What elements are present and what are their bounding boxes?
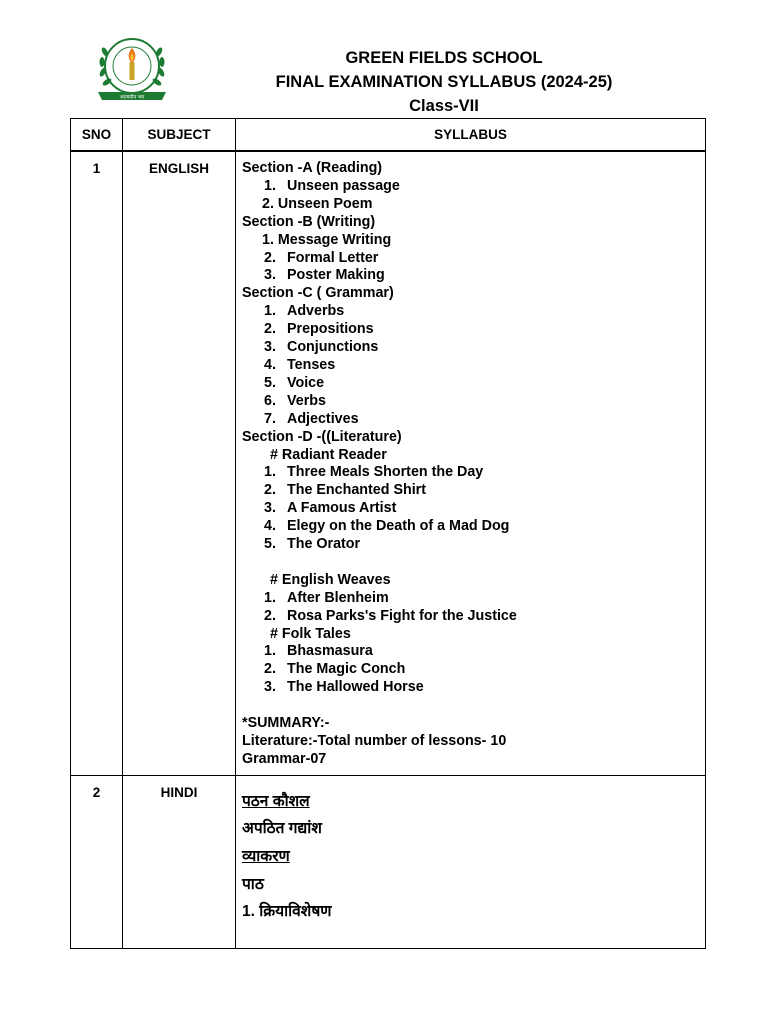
class-label: Class-VII bbox=[409, 97, 479, 115]
subject-cell: HINDI bbox=[123, 775, 236, 948]
column-header-sno: SNO bbox=[71, 119, 123, 152]
table-row bbox=[71, 151, 706, 775]
list-item-number: 1. bbox=[264, 177, 276, 194]
list-item bbox=[242, 661, 705, 679]
list-item-number: 2. bbox=[264, 607, 276, 624]
school-name: GREEN FIELDS SCHOOL bbox=[345, 49, 543, 67]
syllabus-cell bbox=[236, 775, 706, 948]
list-item-text: The Magic Conch bbox=[287, 661, 406, 678]
list-item-number: 2. bbox=[264, 321, 276, 338]
list-item bbox=[242, 357, 705, 375]
column-header-syllabus: SYLLABUS bbox=[236, 119, 706, 152]
svg-text:आत्मदीप भव: आत्मदीप भव bbox=[119, 94, 145, 101]
list-item: 1. क्रियाविशेषण bbox=[242, 903, 332, 921]
list-item bbox=[242, 536, 705, 554]
section-heading: Literature:-Total number of lessons- 10 bbox=[242, 732, 507, 749]
section-heading: Grammar-07 bbox=[242, 750, 327, 767]
list-item bbox=[242, 393, 705, 411]
list-item-number: 4. bbox=[264, 518, 276, 535]
list-item-text: Conjunctions bbox=[287, 339, 379, 356]
list-item-text: The Orator bbox=[287, 536, 361, 553]
table-row bbox=[71, 775, 706, 948]
list-item bbox=[242, 411, 705, 429]
list-item-text: Unseen passage bbox=[287, 177, 400, 194]
list-item-number: 1. bbox=[264, 643, 276, 660]
list-item-number: 3. bbox=[264, 500, 276, 517]
list-item bbox=[242, 178, 705, 196]
list-item-text: Adverbs bbox=[287, 303, 345, 320]
list-item-text: Adjectives bbox=[287, 410, 359, 427]
list-item bbox=[242, 518, 705, 536]
list-item-number: 3. bbox=[264, 679, 276, 696]
sno-cell: 1 bbox=[71, 151, 123, 775]
list-item-text: Voice bbox=[287, 374, 325, 391]
list-item bbox=[242, 464, 705, 482]
list-item-number: 3. bbox=[264, 339, 276, 356]
blank-line bbox=[242, 554, 705, 572]
list-item bbox=[242, 679, 705, 697]
book-heading: # English Weaves bbox=[270, 571, 391, 588]
page-header bbox=[0, 46, 768, 118]
list-item-text: Tenses bbox=[287, 356, 336, 373]
list-item-number: 6. bbox=[264, 392, 276, 409]
list-item bbox=[242, 339, 705, 357]
list-item-text: Verbs bbox=[287, 392, 326, 409]
list-item: 2. Unseen Poem bbox=[262, 195, 373, 212]
section-heading: पठन कौशल bbox=[242, 792, 310, 810]
list-item bbox=[242, 482, 705, 500]
list-item-number: 3. bbox=[264, 267, 276, 284]
section-heading: Section -C ( Grammar) bbox=[242, 285, 394, 302]
list-item-text: The Enchanted Shirt bbox=[287, 482, 427, 499]
table-header-row bbox=[71, 119, 706, 152]
book-heading: # Radiant Reader bbox=[270, 446, 387, 463]
list-item-text: Elegy on the Death of a Mad Dog bbox=[287, 518, 510, 535]
list-item bbox=[242, 590, 705, 608]
list-item-number: 1. bbox=[264, 589, 276, 606]
list-item-text: Prepositions bbox=[287, 321, 374, 338]
list-item-number: 5. bbox=[264, 374, 276, 391]
list-item bbox=[242, 643, 705, 661]
list-item-text: Poster Making bbox=[287, 267, 385, 284]
list-item-number: 2. bbox=[264, 482, 276, 499]
list-item-number: 2. bbox=[264, 661, 276, 678]
list-item: 1. Message Writing bbox=[262, 231, 392, 248]
section-heading: Section -B (Writing) bbox=[242, 213, 376, 230]
list-item bbox=[242, 303, 705, 321]
list-item-number: 1. bbox=[264, 303, 276, 320]
section-heading: Section -A (Reading) bbox=[242, 160, 383, 176]
sno-cell: 2 bbox=[71, 775, 123, 948]
list-item bbox=[242, 267, 705, 285]
list-item bbox=[242, 250, 705, 268]
column-header-subject: SUBJECT bbox=[123, 119, 236, 152]
blank-line bbox=[242, 697, 705, 715]
list-item-number: 2. bbox=[264, 249, 276, 266]
list-item bbox=[242, 500, 705, 518]
syllabus-table bbox=[70, 118, 706, 949]
list-item-text: Three Meals Shorten the Day bbox=[287, 464, 484, 481]
section-heading: Section -D -((Literature) bbox=[242, 428, 402, 445]
list-item bbox=[242, 375, 705, 393]
book-heading: # Folk Tales bbox=[270, 625, 351, 642]
section-heading: व्याकरण bbox=[242, 847, 290, 865]
list-item: अपठित गद्यांश bbox=[242, 820, 322, 838]
list-item bbox=[242, 321, 705, 339]
list-item-number: 4. bbox=[264, 356, 276, 373]
list-item-number: 7. bbox=[264, 410, 276, 427]
subject-cell: ENGLISH bbox=[123, 151, 236, 775]
list-item-text: Rosa Parks's Fight for the Justice bbox=[287, 607, 517, 624]
list-item-text: The Hallowed Horse bbox=[287, 679, 424, 696]
list-item-number: 1. bbox=[264, 464, 276, 481]
list-item: पाठ bbox=[242, 875, 264, 893]
list-item-text: A Famous Artist bbox=[287, 500, 397, 517]
list-item-text: After Blenheim bbox=[287, 589, 389, 606]
list-item-text: Bhasmasura bbox=[287, 643, 373, 660]
section-heading: *SUMMARY:- bbox=[242, 715, 330, 732]
list-item-text: Formal Letter bbox=[287, 249, 379, 266]
list-item-number: 5. bbox=[264, 536, 276, 553]
document-title: FINAL EXAMINATION SYLLABUS (2024-25) bbox=[275, 73, 613, 91]
list-item bbox=[242, 608, 705, 626]
syllabus-cell bbox=[236, 151, 706, 775]
